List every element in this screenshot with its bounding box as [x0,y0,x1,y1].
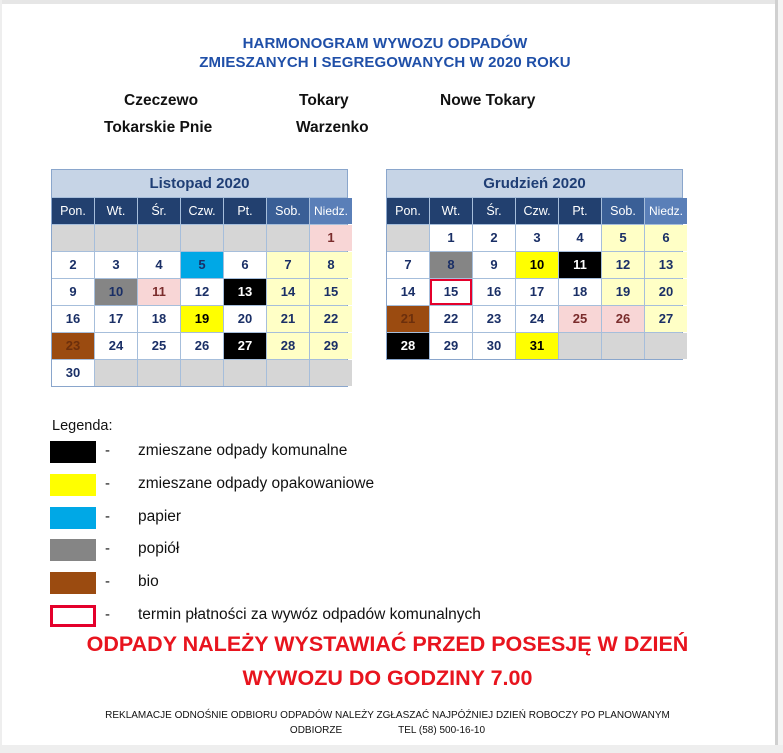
legend-dash: - [105,442,110,459]
day-cell: 21 [267,306,309,332]
day-cell: 12 [181,279,223,305]
empty-day-cell [138,360,180,386]
day-cell: 18 [138,306,180,332]
day-cell: 27 [645,306,687,332]
day-cell: 5 [181,252,223,278]
day-cell: 31 [516,333,558,359]
legend-text: papier [138,507,182,525]
legend-dash: - [105,507,110,525]
legend-dash: - [105,474,110,492]
day-cell: 13 [645,252,687,278]
day-cell: 1 [430,225,472,251]
legend-swatch [50,507,96,529]
day-cell: 4 [559,225,601,251]
weekday-header: Sob. [602,198,644,224]
day-cell: 10 [516,252,558,278]
day-cell: 7 [267,252,309,278]
legend-swatch [50,441,96,463]
locality-nowe-tokary: Nowe Tokary [440,92,536,109]
day-cell: 6 [645,225,687,251]
calendar-month-title: Grudzień 2020 [387,170,682,197]
day-cell: 28 [387,333,429,359]
day-cell: 4 [138,252,180,278]
day-cell: 14 [387,279,429,305]
page-top-edge [0,0,783,4]
day-cell: 22 [430,306,472,332]
day-cell: 9 [473,252,515,278]
day-cell: 3 [516,225,558,251]
day-cell: 22 [310,306,352,332]
page-bottom-edge [0,745,783,753]
legend-text: zmieszane odpady komunalne [138,442,348,459]
weekday-header: Sob. [267,198,309,224]
day-cell: 1 [310,225,352,251]
day-cell: 29 [430,333,472,359]
day-cell: 20 [645,279,687,305]
day-cell: 8 [430,252,472,278]
day-cell: 10 [95,279,137,305]
day-cell: 7 [387,252,429,278]
empty-day-cell [138,225,180,251]
calendar-november [51,169,348,387]
empty-day-cell [181,360,223,386]
day-cell: 15 [310,279,352,305]
day-cell: 25 [138,333,180,359]
empty-day-cell [95,225,137,251]
empty-day-cell [310,360,352,386]
day-cell: 20 [224,306,266,332]
legend-text: bio [138,573,159,591]
empty-day-cell [224,225,266,251]
weekday-header: Niedz. [645,198,687,224]
empty-day-cell [645,333,687,359]
day-cell: 30 [52,360,94,386]
legend-dash: - [105,540,110,558]
footer-line-1: REKLAMACJE ODNOŚNIE ODBIORU ODPADÓW NALEŻY ZGŁASZAĆ NAJPÓŹNIEJ DZIEŃ ROBOCZY PO PLANOWANYM [105,710,670,721]
legend-text: termin płatności za wywóz odpadów komunalnych [138,606,481,623]
day-cell: 29 [310,333,352,359]
locality-warzenko: Warzenko [296,119,369,136]
day-cell: 27 [224,333,266,359]
day-cell: 13 [224,279,266,305]
day-cell: 2 [52,252,94,278]
weekday-header: Czw. [181,198,223,224]
warning-line-2: WYWOZU DO GODZINY 7.00 [242,666,533,690]
legend-swatch [50,605,96,627]
weekday-header: Wt. [430,198,472,224]
weekday-header: Pon. [52,198,94,224]
legend-swatch [50,474,96,496]
legend-label: Legenda: [52,418,113,434]
weekday-header: Czw. [516,198,558,224]
weekday-header: Pon. [387,198,429,224]
day-cell: 6 [224,252,266,278]
title-line-2: ZMIESZANYCH I SEGREGOWANYCH W 2020 ROKU [199,54,571,71]
day-cell: 11 [138,279,180,305]
weekday-header: Śr. [138,198,180,224]
legend-swatch [50,572,96,594]
day-cell: 17 [516,279,558,305]
footer-phone: TEL (58) 500-16-10 [398,725,486,736]
calendar-grid [52,197,347,386]
calendar-month-title: Listopad 2020 [52,170,347,197]
warning-line-1: ODPADY NALEŻY WYSTAWIAĆ PRZED POSESJĘ W DZIEŃ [86,632,689,656]
legend-swatch [50,539,96,561]
empty-day-cell [559,333,601,359]
day-cell: 15 [430,279,472,305]
weekday-header: Śr. [473,198,515,224]
day-cell: 5 [602,225,644,251]
day-cell: 24 [95,333,137,359]
legend-dash: - [105,573,110,591]
legend-dash: - [105,606,110,623]
weekday-header: Pt. [559,198,601,224]
empty-day-cell [95,360,137,386]
empty-day-cell [602,333,644,359]
day-cell: 8 [310,252,352,278]
day-cell: 2 [473,225,515,251]
day-cell: 19 [181,306,223,332]
footer-receipt-text: ODBIORZE [289,725,343,736]
day-cell: 16 [52,306,94,332]
empty-day-cell [181,225,223,251]
day-cell: 18 [559,279,601,305]
day-cell: 23 [473,306,515,332]
calendar-grid [387,197,682,359]
day-cell: 30 [473,333,515,359]
empty-day-cell [52,225,94,251]
day-cell: 23 [52,333,94,359]
day-cell: 26 [602,306,644,332]
locality-tokary: Tokary [299,92,349,109]
empty-day-cell [267,225,309,251]
weekday-header: Niedz. [310,198,352,224]
title-line-1: HARMONOGRAM WYWOZU ODPADÓW [242,35,528,52]
locality-czeczewo: Czeczewo [124,92,199,109]
day-cell: 26 [181,333,223,359]
day-cell: 3 [95,252,137,278]
locality-tokarskie-pnie: Tokarskie Pnie [104,119,213,136]
day-cell: 17 [95,306,137,332]
day-cell: 19 [602,279,644,305]
empty-day-cell [387,225,429,251]
empty-day-cell [267,360,309,386]
day-cell: 12 [602,252,644,278]
day-cell: 11 [559,252,601,278]
day-cell: 24 [516,306,558,332]
day-cell: 21 [387,306,429,332]
calendar-december [386,169,683,360]
day-cell: 16 [473,279,515,305]
page-right-margin [778,0,783,753]
day-cell: 25 [559,306,601,332]
legend-text: zmieszane odpady opakowaniowe [138,474,375,492]
day-cell: 9 [52,279,94,305]
day-cell: 14 [267,279,309,305]
weekday-header: Wt. [95,198,137,224]
weekday-header: Pt. [224,198,266,224]
day-cell: 28 [267,333,309,359]
empty-day-cell [224,360,266,386]
legend-text: popiół [138,540,180,558]
footer-line-2 [0,725,775,736]
